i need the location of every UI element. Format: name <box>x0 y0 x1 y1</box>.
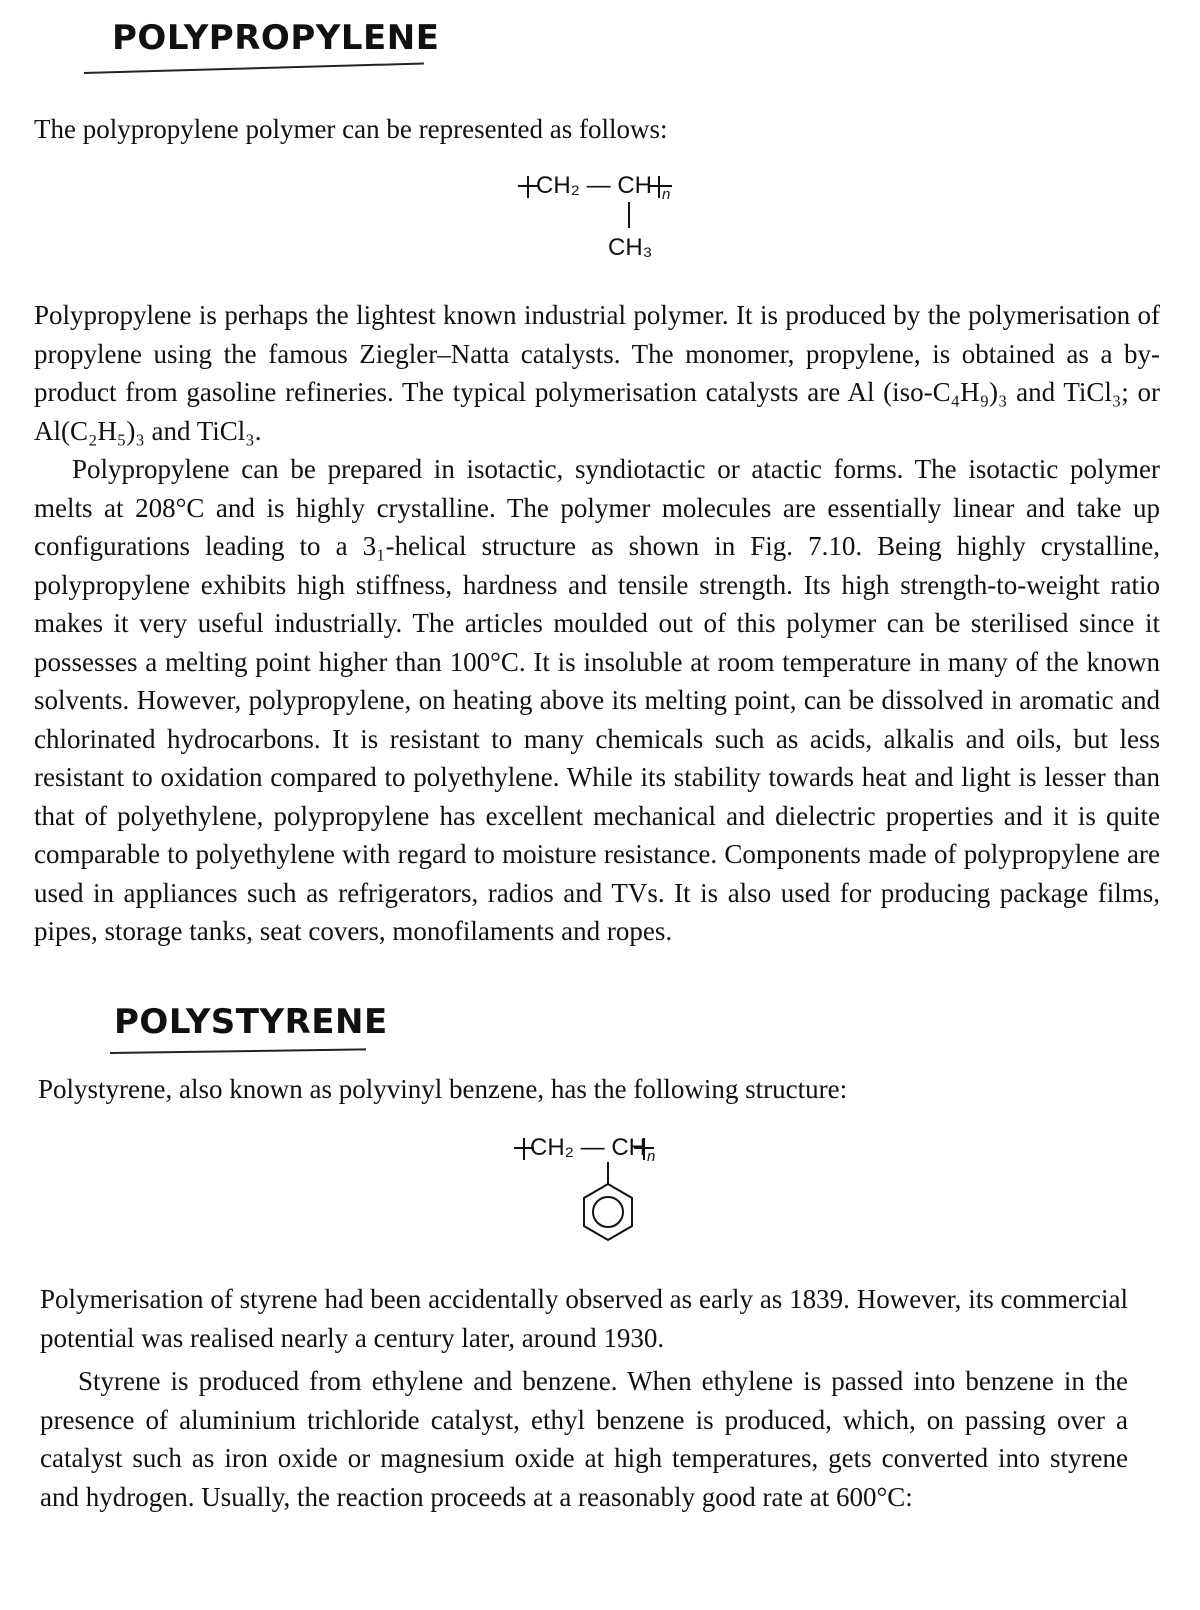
methyl-substituent: CH₃ <box>608 234 653 261</box>
heading-underline <box>110 1048 366 1054</box>
paragraph-polystyrene-1: Polymerisation of styrene had been accidentally observed as early as 1839. However, its commercial potential was realised nearly a century later, around 1930. <box>40 1284 1128 1353</box>
section-heading-polypropylene: POLYPROPYLENE <box>112 18 440 58</box>
repeat-unit-text: CH₂ — CH <box>536 172 652 199</box>
intro-polystyrene: Polystyrene, also known as polyvinyl benzene, has the following structure: <box>38 1074 848 1104</box>
polypropylene-structure-formula <box>512 172 692 272</box>
repeat-unit-text: CH₂ — CH <box>530 1134 646 1161</box>
paragraph-polystyrene-2: Styrene is produced from ethylene and benzene. When ethylene is passed into benzene in the presence of aluminium trichloride catalyst, ethyl benzene is produced, which, on passing over a catalyst such as iron oxide or magnesium oxide at high temperatures, gets converted into styrene and hydrogen. Usually, the reaction proceeds at a reasonably good rate at 600°C: <box>40 1366 1128 1512</box>
paragraph-polypropylene-1: Polypropylene is perhaps the lightest known industrial polymer. It is produced by the polymerisation of propylene using the famous Ziegler–Natta catalysts. The monomer, propylene, is obtained as a by-product from gasoline refineries. The typical polymerisation catalysts are Al (iso-C₄H₉)₃ and TiCl₃; or Al(C₂H₅)₃ and TiCl₃. <box>34 300 1160 446</box>
section-heading-polystyrene: POLYSTYRENE <box>114 1002 388 1042</box>
paragraph-polypropylene-2: Polypropylene can be prepared in isotactic, syndiotactic or atactic forms. The isotactic polymer melts at 208°C and is highly crystalline. The polymer molecules are essentially linear and take up configurations leading to a 3₁-helical structure as shown in Fig. 7.10. Being highly crystalline, polypropylene exhibits high stiffness, hardness and tensile strength. Its high strength-to-weight ratio makes it very useful industrially. The articles moulded out of this polymer can be sterilised since it possesses a melting point higher than 100°C. It is insoluble at room temperature in many of the known solvents. However, polypropylene, on heating above its melting point, can be dissolved in aromatic and chlorinated hydrocarbons. It is resistant to many chemicals such as acids, alkalis and oils, but less resistant to oxidation compared to polyethylene. While its stability towards heat and light is lesser than that of polyethylene, polypropylene has excellent mechanical and dielectric properties and it is quite comparable to polyethylene with regard to moisture resistance. Components made of polypropylene are used in appliances such as refrigerators, radios and TVs. It is also used for producing package films, pipes, storage tanks, seat covers, monofilaments and ropes. <box>34 454 1160 946</box>
repeat-index: n <box>647 1148 656 1165</box>
polystyrene-structure-formula <box>508 1132 688 1254</box>
repeat-index: n <box>662 186 671 203</box>
heading-underline <box>84 63 424 74</box>
intro-polypropylene: The polypropylene polymer can be represented as follows: <box>34 114 668 144</box>
